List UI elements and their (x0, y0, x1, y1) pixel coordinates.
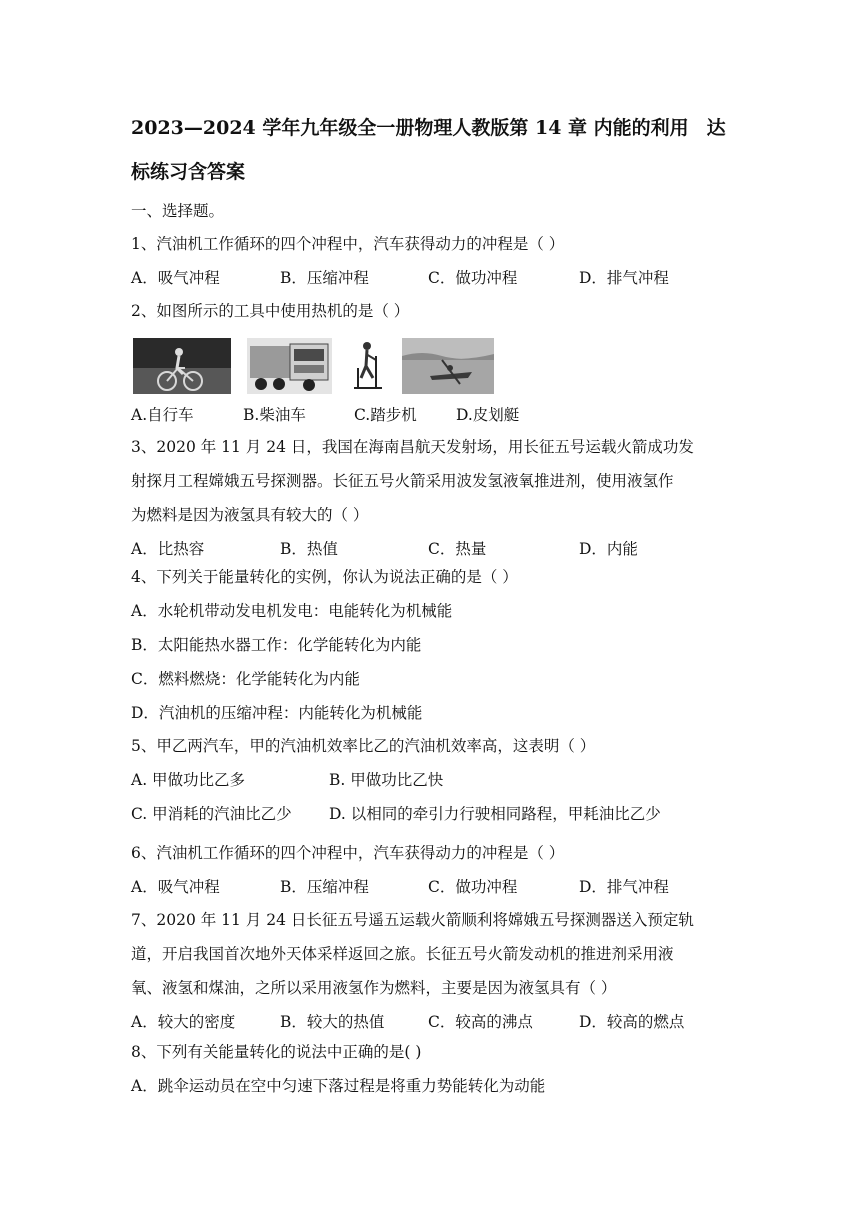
option-c: C．热量 (428, 540, 487, 558)
diesel-truck-photo (247, 338, 332, 394)
title-text: 2023—2024 学年九年级全一册物理人教版第 14 章 内能的利用 (131, 117, 689, 139)
option-b: B．较大的热值 (280, 1013, 385, 1031)
question-1-stem: 1、汽油机工作循环的四个冲程中，汽车获得动力的冲程是（ ） (131, 235, 565, 253)
option-d: D．较高的燃点 (579, 1013, 685, 1031)
document-title-line-1 (131, 116, 731, 140)
question-4-option-c: C．燃料燃烧：化学能转化为内能 (131, 670, 360, 688)
option-b: B.柴油车 (243, 406, 306, 424)
question-3-stem-line-3: 为燃料是因为液氢具有较大的（ ） (131, 506, 369, 524)
option-c: C．做功冲程 (428, 878, 518, 896)
option-d: D．内能 (579, 540, 638, 558)
question-8-option-a: A．跳伞运动员在空中匀速下落过程是将重力势能转化为动能 (131, 1077, 546, 1095)
option-a: A. 甲做功比乙多 (131, 771, 246, 789)
option-d: D. 以相同的牵引力行驶相同路程，甲耗油比乙少 (329, 805, 661, 823)
kayak-photo (402, 338, 494, 394)
question-7-stem-line-2: 道，开启我国首次地外天体采样返回之旅。长征五号火箭发动机的推进剂采用液 (131, 945, 674, 963)
question-4-option-a: A．水轮机带动发电机发电：电能转化为机械能 (131, 602, 453, 620)
option-a: A．比热容 (131, 540, 205, 558)
question-8-stem: 8、下列有关能量转化的说法中正确的是( ) (131, 1043, 422, 1061)
option-a: A．吸气冲程 (131, 269, 220, 287)
treadmill-photo (348, 338, 386, 394)
option-d: D．排气冲程 (579, 269, 669, 287)
question-3-stem-line-2: 射探月工程嫦娥五号探测器。长征五号火箭采用波发氢液氧推进剂，使用液氢作 (131, 472, 674, 490)
option-d: D．排气冲程 (579, 878, 669, 896)
option-c: C．做功冲程 (428, 269, 518, 287)
option-b: B．压缩冲程 (280, 269, 369, 287)
option-c: C. 甲消耗的汽油比乙少 (131, 805, 292, 823)
section-heading: 一、选择题。 (131, 202, 225, 220)
option-a: A．吸气冲程 (131, 878, 220, 896)
title-text-end: 达 (706, 117, 726, 139)
question-4-option-b: B．太阳能热水器工作：化学能转化为内能 (131, 636, 422, 654)
option-d: D.皮划艇 (456, 406, 520, 424)
option-c: C.踏步机 (354, 406, 417, 424)
question-7-stem-line-1: 7、2020 年 11 月 24 日长征五号遥五运载火箭顺利将嫦娥五号探测器送入预定轨 (131, 911, 694, 929)
document-title-line-2: 标练习含答案 (131, 161, 246, 183)
question-2-stem: 2、如图所示的工具中使用热机的是（ ） (131, 302, 410, 320)
option-b: B. 甲做功比乙快 (329, 771, 444, 789)
question-5-stem: 5、甲乙两汽车，甲的汽油机效率比乙的汽油机效率高，这表明（ ） (131, 737, 596, 755)
option-b: B．压缩冲程 (280, 878, 369, 896)
question-4-stem: 4、下列关于能量转化的实例，你认为说法正确的是（ ） (131, 568, 518, 586)
option-a: A.自行车 (131, 406, 194, 424)
question-6-stem: 6、汽油机工作循环的四个冲程中，汽车获得动力的冲程是（ ） (131, 844, 565, 862)
question-3-stem-line-1: 3、2020 年 11 月 24 日，我国在海南昌航天发射场，用长征五号运载火箭成功发 (131, 438, 694, 456)
option-a: A．较大的密度 (131, 1013, 236, 1031)
question-7-stem-line-3: 氧、液氢和煤油，之所以采用液氢作为燃料，主要是因为液氢具有（ ） (131, 979, 617, 997)
option-b: B．热值 (280, 540, 338, 558)
bicycle-photo (133, 338, 231, 394)
option-c: C．较高的沸点 (428, 1013, 533, 1031)
question-4-option-d: D．汽油机的压缩冲程：内能转化为机械能 (131, 704, 423, 722)
